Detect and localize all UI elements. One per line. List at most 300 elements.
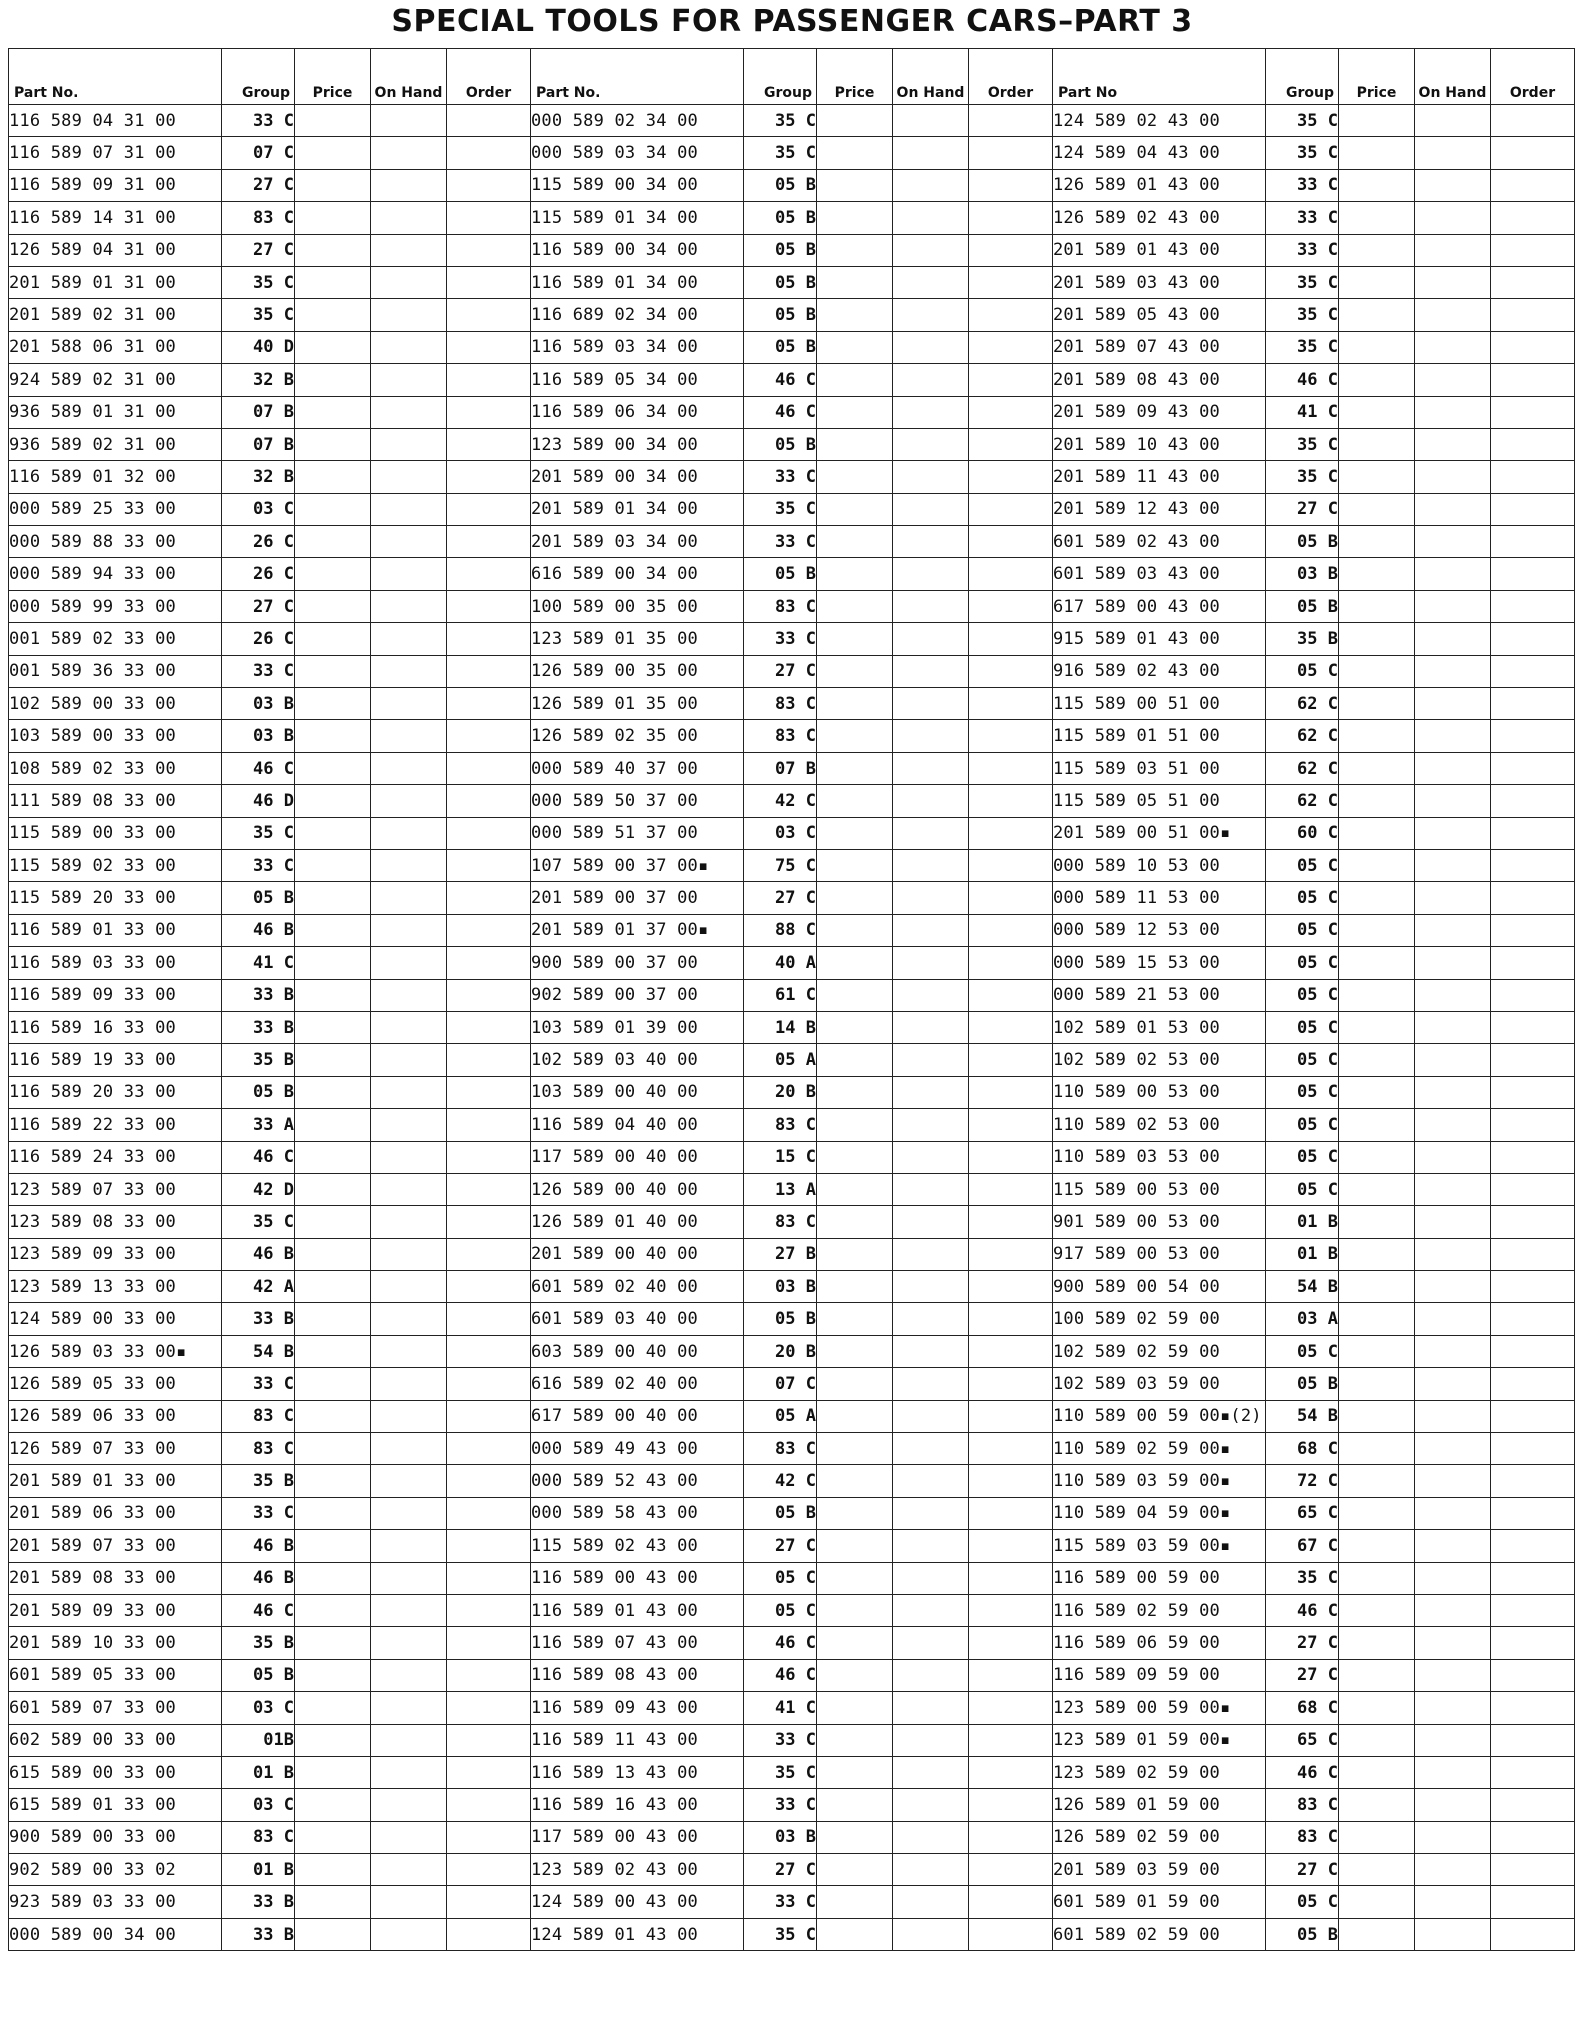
on-hand-cell	[893, 817, 969, 849]
price-cell	[817, 234, 893, 266]
table-row	[1053, 1854, 1575, 1886]
order-cell	[1491, 428, 1575, 460]
on-hand-cell	[1415, 1011, 1491, 1043]
on-hand-cell	[893, 1173, 969, 1205]
table-row	[9, 493, 531, 525]
price-cell	[1339, 1562, 1415, 1594]
table-row	[1053, 1562, 1575, 1594]
table-row	[1053, 1692, 1575, 1724]
table-row	[531, 590, 1053, 622]
price-cell	[295, 1659, 371, 1691]
group-code: 26 C	[222, 623, 295, 655]
group-code: 35 B	[222, 1465, 295, 1497]
on-hand-cell	[1415, 1659, 1491, 1691]
part-number: 123 589 13 33 00	[9, 1271, 222, 1303]
part-number: 201 589 10 43 00	[1053, 428, 1266, 460]
table-row	[1053, 428, 1575, 460]
price-cell	[295, 1627, 371, 1659]
part-number: 102 589 03 40 00	[531, 1044, 744, 1076]
order-cell	[447, 655, 531, 687]
on-hand-cell	[893, 1368, 969, 1400]
on-hand-cell	[371, 1886, 447, 1918]
order-cell	[1491, 396, 1575, 428]
group-code: 07 B	[222, 396, 295, 428]
order-cell	[1491, 688, 1575, 720]
on-hand-cell	[371, 752, 447, 784]
table-row	[9, 1076, 531, 1108]
order-cell	[1491, 1886, 1575, 1918]
table-row	[9, 785, 531, 817]
group-code: 27 C	[222, 169, 295, 201]
group-code: 05 C	[744, 1562, 817, 1594]
table-row	[1053, 1789, 1575, 1821]
on-hand-cell	[893, 1789, 969, 1821]
table-row	[531, 558, 1053, 590]
price-cell	[1339, 1076, 1415, 1108]
order-cell	[969, 817, 1053, 849]
on-hand-cell	[1415, 1562, 1491, 1594]
price-cell	[1339, 1238, 1415, 1270]
order-cell	[969, 720, 1053, 752]
group-code: 42 C	[744, 1465, 817, 1497]
group-code: 83 C	[744, 720, 817, 752]
price-cell	[1339, 655, 1415, 687]
group-code: 05 B	[222, 1659, 295, 1691]
table-row	[1053, 1594, 1575, 1626]
header-on-hand: On Hand	[1415, 49, 1491, 105]
table-row	[9, 979, 531, 1011]
group-code: 35 C	[1266, 461, 1339, 493]
part-number: 001 589 02 33 00	[9, 623, 222, 655]
order-cell	[1491, 1789, 1575, 1821]
price-cell	[817, 1206, 893, 1238]
part-number: 000 589 00 34 00	[9, 1918, 222, 1950]
on-hand-cell	[371, 1821, 447, 1853]
group-code: 83 C	[744, 688, 817, 720]
group-code: 03 B	[1266, 558, 1339, 590]
group-code: 35 C	[1266, 105, 1339, 137]
table-row	[9, 396, 531, 428]
table-row	[9, 234, 531, 266]
price-cell	[817, 1821, 893, 1853]
price-cell	[295, 817, 371, 849]
order-cell	[969, 364, 1053, 396]
order-cell	[1491, 655, 1575, 687]
price-cell	[1339, 752, 1415, 784]
table-row	[1053, 1659, 1575, 1691]
group-code: 40 D	[222, 331, 295, 363]
group-code: 46 C	[744, 396, 817, 428]
order-cell	[447, 526, 531, 558]
table-row	[531, 1368, 1053, 1400]
table-row	[9, 882, 531, 914]
part-number: 601 589 05 33 00	[9, 1659, 222, 1691]
price-cell	[817, 688, 893, 720]
table-row	[531, 1303, 1053, 1335]
price-cell	[295, 1724, 371, 1756]
order-cell	[1491, 720, 1575, 752]
part-number: 201 589 01 31 00	[9, 266, 222, 298]
table-row	[531, 1756, 1053, 1788]
table-row	[531, 1109, 1053, 1141]
order-cell	[1491, 105, 1575, 137]
on-hand-cell	[1415, 266, 1491, 298]
order-cell	[1491, 1821, 1575, 1853]
part-number: 000 589 58 43 00	[531, 1497, 744, 1529]
group-code: 88 C	[744, 914, 817, 946]
part-number: 126 589 00 35 00	[531, 655, 744, 687]
price-cell	[295, 234, 371, 266]
price-cell	[295, 266, 371, 298]
order-cell	[447, 1044, 531, 1076]
price-cell	[295, 1692, 371, 1724]
price-cell	[817, 1886, 893, 1918]
order-cell	[969, 331, 1053, 363]
on-hand-cell	[371, 1789, 447, 1821]
group-code: 33 C	[744, 1789, 817, 1821]
order-cell	[447, 1271, 531, 1303]
group-code: 07 C	[222, 137, 295, 169]
group-code: 35 C	[744, 1918, 817, 1950]
part-number: 201 589 08 33 00	[9, 1562, 222, 1594]
part-number: 616 589 00 34 00	[531, 558, 744, 590]
on-hand-cell	[1415, 882, 1491, 914]
price-cell	[1339, 849, 1415, 881]
on-hand-cell	[893, 1076, 969, 1108]
group-code: 54 B	[1266, 1400, 1339, 1432]
on-hand-cell	[893, 461, 969, 493]
on-hand-cell	[893, 105, 969, 137]
header-part-no: Part No.	[531, 49, 744, 105]
part-number: 000 589 50 37 00	[531, 785, 744, 817]
order-cell	[969, 1530, 1053, 1562]
part-number: 000 589 10 53 00	[1053, 849, 1266, 881]
order-cell	[447, 169, 531, 201]
table-row	[1053, 979, 1575, 1011]
part-number: 000 589 25 33 00	[9, 493, 222, 525]
on-hand-cell	[893, 655, 969, 687]
group-code: 41 C	[744, 1692, 817, 1724]
price-cell	[1339, 1271, 1415, 1303]
price-cell	[1339, 105, 1415, 137]
part-number: 201 589 00 37 00	[531, 882, 744, 914]
part-number: 601 589 03 40 00	[531, 1303, 744, 1335]
order-cell	[1491, 266, 1575, 298]
order-cell	[1491, 752, 1575, 784]
group-code: 33 C	[1266, 202, 1339, 234]
part-number: 602 589 00 33 00	[9, 1724, 222, 1756]
on-hand-cell	[1415, 688, 1491, 720]
table-row	[1053, 623, 1575, 655]
part-number: 124 589 02 43 00	[1053, 105, 1266, 137]
part-number: 126 589 03 33 00▪	[9, 1335, 222, 1367]
table-row	[9, 1594, 531, 1626]
price-cell	[817, 266, 893, 298]
table-row	[9, 590, 531, 622]
price-cell	[295, 752, 371, 784]
order-cell	[447, 299, 531, 331]
on-hand-cell	[893, 169, 969, 201]
group-code: 03 A	[1266, 1303, 1339, 1335]
table-row	[1053, 720, 1575, 752]
on-hand-cell	[1415, 1530, 1491, 1562]
table-row	[531, 364, 1053, 396]
order-cell	[969, 1854, 1053, 1886]
on-hand-cell	[371, 1044, 447, 1076]
on-hand-cell	[1415, 105, 1491, 137]
price-cell	[817, 1271, 893, 1303]
on-hand-cell	[1415, 1854, 1491, 1886]
part-number: 601 589 07 33 00	[9, 1692, 222, 1724]
order-cell	[447, 1692, 531, 1724]
part-number: 115 589 00 33 00	[9, 817, 222, 849]
header-row	[531, 49, 1053, 105]
part-number: 124 589 00 43 00	[531, 1886, 744, 1918]
price-cell	[1339, 1109, 1415, 1141]
on-hand-cell	[371, 817, 447, 849]
group-code: 05 C	[1266, 1886, 1339, 1918]
part-number: 201 589 03 34 00	[531, 526, 744, 558]
price-cell	[295, 1141, 371, 1173]
price-cell	[295, 720, 371, 752]
on-hand-cell	[371, 623, 447, 655]
part-number: 116 589 07 43 00	[531, 1627, 744, 1659]
order-cell	[969, 1594, 1053, 1626]
group-code: 05 B	[744, 202, 817, 234]
on-hand-cell	[1415, 1238, 1491, 1270]
price-cell	[817, 1627, 893, 1659]
on-hand-cell	[893, 1659, 969, 1691]
order-cell	[1491, 1238, 1575, 1270]
group-code: 01B	[222, 1724, 295, 1756]
on-hand-cell	[371, 1594, 447, 1626]
on-hand-cell	[371, 1238, 447, 1270]
order-cell	[969, 1044, 1053, 1076]
group-code: 27 C	[1266, 1854, 1339, 1886]
part-number: 201 589 12 43 00	[1053, 493, 1266, 525]
on-hand-cell	[1415, 1076, 1491, 1108]
price-cell	[1339, 1141, 1415, 1173]
part-number: 615 589 00 33 00	[9, 1756, 222, 1788]
order-cell	[1491, 1692, 1575, 1724]
order-cell	[969, 1076, 1053, 1108]
group-code: 03 C	[222, 1789, 295, 1821]
group-code: 05 B	[1266, 526, 1339, 558]
part-number: 915 589 01 43 00	[1053, 623, 1266, 655]
group-code: 67 C	[1266, 1530, 1339, 1562]
order-cell	[447, 590, 531, 622]
part-number: 116 589 09 43 00	[531, 1692, 744, 1724]
order-cell	[1491, 1335, 1575, 1367]
order-cell	[447, 752, 531, 784]
on-hand-cell	[1415, 849, 1491, 881]
table-row	[9, 1659, 531, 1691]
group-code: 83 C	[744, 590, 817, 622]
part-number: 116 589 04 40 00	[531, 1109, 744, 1141]
group-code: 42 D	[222, 1173, 295, 1205]
price-cell	[817, 1465, 893, 1497]
part-number: 116 589 14 31 00	[9, 202, 222, 234]
table-row	[1053, 105, 1575, 137]
on-hand-cell	[371, 1562, 447, 1594]
order-cell	[969, 1918, 1053, 1950]
price-cell	[295, 1756, 371, 1788]
table-row	[9, 688, 531, 720]
order-cell	[447, 1173, 531, 1205]
group-code: 32 B	[222, 461, 295, 493]
order-cell	[447, 1562, 531, 1594]
part-number: 110 589 04 59 00▪	[1053, 1497, 1266, 1529]
price-cell	[295, 1303, 371, 1335]
price-cell	[817, 1918, 893, 1950]
order-cell	[1491, 1303, 1575, 1335]
on-hand-cell	[893, 1562, 969, 1594]
group-code: 42 A	[222, 1271, 295, 1303]
part-number: 923 589 03 33 00	[9, 1886, 222, 1918]
part-number: 110 589 02 59 00▪	[1053, 1433, 1266, 1465]
order-cell	[447, 1789, 531, 1821]
on-hand-cell	[893, 428, 969, 460]
on-hand-cell	[893, 720, 969, 752]
part-number: 900 589 00 37 00	[531, 947, 744, 979]
price-cell	[295, 1044, 371, 1076]
part-number: 601 589 02 40 00	[531, 1271, 744, 1303]
part-number: 103 589 01 39 00	[531, 1011, 744, 1043]
group-code: 03 C	[222, 1692, 295, 1724]
part-number: 115 589 03 59 00▪	[1053, 1530, 1266, 1562]
part-number: 201 589 03 43 00	[1053, 266, 1266, 298]
price-cell	[817, 299, 893, 331]
price-cell	[1339, 428, 1415, 460]
group-code: 33 C	[222, 1368, 295, 1400]
part-number: 601 589 02 43 00	[1053, 526, 1266, 558]
price-cell	[817, 493, 893, 525]
price-cell	[1339, 1886, 1415, 1918]
on-hand-cell	[893, 1238, 969, 1270]
part-number: 902 589 00 33 02	[9, 1854, 222, 1886]
order-cell	[969, 1335, 1053, 1367]
on-hand-cell	[893, 1271, 969, 1303]
part-number: 201 589 05 43 00	[1053, 299, 1266, 331]
group-code: 20 B	[744, 1076, 817, 1108]
part-number: 201 589 11 43 00	[1053, 461, 1266, 493]
order-cell	[969, 1011, 1053, 1043]
price-cell	[817, 752, 893, 784]
order-cell	[447, 882, 531, 914]
group-code: 05 B	[744, 169, 817, 201]
order-cell	[447, 1724, 531, 1756]
on-hand-cell	[893, 979, 969, 1011]
part-number: 126 589 07 33 00	[9, 1433, 222, 1465]
on-hand-cell	[1415, 1303, 1491, 1335]
price-cell	[295, 1173, 371, 1205]
part-number: 201 589 10 33 00	[9, 1627, 222, 1659]
price-cell	[295, 1918, 371, 1950]
header-order: Order	[1491, 49, 1575, 105]
group-code: 33 C	[1266, 169, 1339, 201]
table-row	[531, 1659, 1053, 1691]
price-cell	[1339, 1692, 1415, 1724]
table-row	[531, 1594, 1053, 1626]
on-hand-cell	[371, 1854, 447, 1886]
price-cell	[1339, 1627, 1415, 1659]
order-cell	[969, 137, 1053, 169]
group-code: 05 C	[1266, 979, 1339, 1011]
on-hand-cell	[1415, 1692, 1491, 1724]
part-number: 116 589 08 43 00	[531, 1659, 744, 1691]
order-cell	[1491, 623, 1575, 655]
part-number: 108 589 02 33 00	[9, 752, 222, 784]
price-cell	[817, 331, 893, 363]
order-cell	[447, 1821, 531, 1853]
on-hand-cell	[1415, 137, 1491, 169]
group-code: 65 C	[1266, 1724, 1339, 1756]
on-hand-cell	[371, 493, 447, 525]
on-hand-cell	[893, 364, 969, 396]
order-cell	[447, 1011, 531, 1043]
group-code: 35 C	[1266, 299, 1339, 331]
price-cell	[295, 1821, 371, 1853]
order-cell	[447, 947, 531, 979]
table-row	[9, 299, 531, 331]
group-code: 75 C	[744, 849, 817, 881]
price-cell	[817, 914, 893, 946]
part-number: 201 589 07 33 00	[9, 1530, 222, 1562]
price-cell	[817, 364, 893, 396]
table-row	[531, 169, 1053, 201]
table-row	[531, 266, 1053, 298]
table-row	[9, 428, 531, 460]
price-cell	[817, 1756, 893, 1788]
on-hand-cell	[371, 1918, 447, 1950]
on-hand-cell	[893, 1433, 969, 1465]
group-code: 35 C	[222, 299, 295, 331]
price-cell	[295, 1011, 371, 1043]
table-row	[531, 1530, 1053, 1562]
order-cell	[1491, 137, 1575, 169]
order-cell	[969, 396, 1053, 428]
order-cell	[447, 266, 531, 298]
price-cell	[1339, 1465, 1415, 1497]
part-number: 000 589 88 33 00	[9, 526, 222, 558]
on-hand-cell	[893, 1886, 969, 1918]
price-cell	[817, 1433, 893, 1465]
table-row	[1053, 331, 1575, 363]
group-code: 83 C	[222, 1433, 295, 1465]
table-row	[9, 1109, 531, 1141]
part-number: 116 589 07 31 00	[9, 137, 222, 169]
part-number: 123 589 07 33 00	[9, 1173, 222, 1205]
price-cell	[817, 169, 893, 201]
price-cell	[817, 396, 893, 428]
on-hand-cell	[371, 461, 447, 493]
order-cell	[969, 1303, 1053, 1335]
part-number: 901 589 00 53 00	[1053, 1206, 1266, 1238]
order-cell	[447, 688, 531, 720]
part-number: 102 589 02 59 00	[1053, 1335, 1266, 1367]
order-cell	[447, 202, 531, 234]
part-number: 126 589 05 33 00	[9, 1368, 222, 1400]
order-cell	[969, 461, 1053, 493]
part-number: 116 589 00 59 00	[1053, 1562, 1266, 1594]
on-hand-cell	[893, 849, 969, 881]
part-number: 603 589 00 40 00	[531, 1335, 744, 1367]
table-row	[1053, 558, 1575, 590]
part-number: 201 589 06 33 00	[9, 1497, 222, 1529]
price-cell	[295, 914, 371, 946]
part-number: 201 589 00 40 00	[531, 1238, 744, 1270]
table-row	[9, 266, 531, 298]
